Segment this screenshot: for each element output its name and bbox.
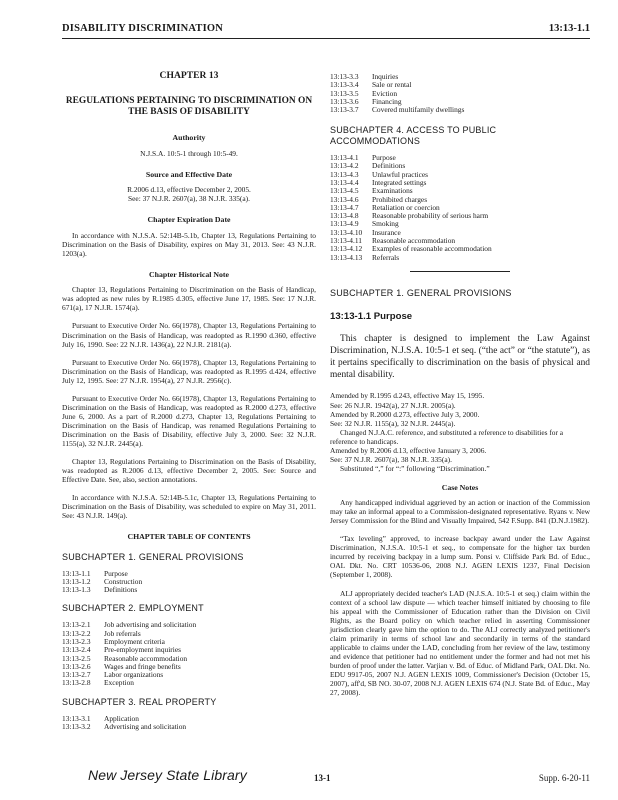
toc-entry-number: 13:13-3.4 [330,80,359,90]
source-line: R.2006 d.13, effective December 2, 2005. [127,185,251,195]
toc-entry-title: Construction [104,576,143,586]
page-footer [62,767,590,787]
toc-entry-number: 13:13-4.8 [330,211,359,221]
toc-entry[interactable] [330,80,590,88]
amendment-line: Changed N.J.A.C. reference, and substituted a reference to disabilities for a reference to handicaps. [330,427,564,446]
toc-entry-title: Definitions [372,161,406,171]
toc-list [62,569,316,594]
toc-entry[interactable] [62,714,316,722]
toc-entry[interactable] [330,186,590,194]
toc-entry[interactable] [330,211,590,219]
toc-entry[interactable] [62,670,316,678]
toc-subchapter-heading: SUBCHAPTER 1. GENERAL PROVISIONS [62,551,244,562]
history-paragraph: Pursuant to Executive Order No. 66(1978), Chapter 13, Regulations Pertaining to Discrimination on the Basis of Handicap, was readopted as R.1990 d.360, effective July 16, 1990. See: 22 N.J.R. 1436(a), 22 N.J.R. 2181(a). [62,321,316,349]
amendment-line: Amended by R.2000 d.273, effective July 3, 2000. [330,409,480,419]
history-paragraph: Chapter 13, Regulations Pertaining to Discrimination on the Basis of Disability, was readopted as R.2006 d.13, effective December 2, 2005. See: Source and Effective Date. See, also, section annotations. [62,456,316,484]
toc-entry[interactable] [330,161,590,169]
case-note: ALJ appropriately decided teacher's LAD (N.J.S.A. 10:5-1 et seq.) claim within the context of a school law dispute — which teacher himself initiated by choosing to file his appeal with the Commissioner of Education rather than the Division on Civil Rights, as the Board policy on which teacher relied in asserting Commissioner jurisdiction clearly gave him the option to do. The ALJ correctly analyzed petitioner's claim primarily in terms of school law and secondarily in terms of the standard applicable to claims under the LAD, concluding from her review of the law, testimony and evidence that petitioner had no entitlement under the former and had not met his burden of proof under the latter. Varjian v. Bd. of Educ. of Midland Park, OAL Dkt. No. EDU 9917-05, 2007 N.J. AGEN LEXIS 1009, Commissioner's Decision (October 15, 2007), aff'd, SB NO. 30-07, 2008 N.J. AGEN LEXIS 674 (N.J. State Bd. of Educ., May 27, 2008). [330,588,590,697]
toc-entry-title: Pre-employment inquiries [104,645,181,655]
toc-entry-title: Reasonable probability of serious harm [372,211,489,221]
toc-entry-number: 13:13-2.4 [62,645,91,655]
subchapter-heading: SUBCHAPTER 1. GENERAL PROVISIONS [330,287,512,298]
toc-entry-number: 13:13-4.7 [330,202,359,212]
toc-entry[interactable] [62,662,316,670]
amendment-line: Amended by R.2006 d.13, effective January 3, 2006. [330,445,487,455]
toc-entry-number: 13:13-4.4 [330,177,359,187]
toc-entry-title: Referrals [372,252,400,262]
toc-entry[interactable] [330,178,590,186]
toc-entry-number: 13:13-1.2 [62,576,91,586]
toc-entry-number: 13:13-4.10 [330,227,363,237]
toc-subchapter-heading: SUBCHAPTER 4. ACCESS TO PUBLIC ACCOMMODATIONS [330,125,497,147]
toc-entry[interactable] [330,97,590,105]
toc-entry-number: 13:13-4.2 [330,161,359,171]
toc-entry-number: 13:13-1.1 [62,568,91,578]
toc-entry-number: 13:13-4.5 [330,186,359,196]
toc-entry-title: Unlawful practices [372,169,429,179]
toc-entry[interactable] [330,89,590,97]
running-header [62,22,590,39]
history-paragraph: Pursuant to Executive Order No. 66(1978), Chapter 13, Regulations Pertaining to Discrimination on the Basis of Handicap, was readopted as R.1995 d.424, effective July 12, 1995. See: 27 N.J.R. 1954(a), 27 N.J.R. 2956(c). [62,357,316,385]
toc-entry[interactable] [62,629,316,637]
toc-entry-title: Insurance [372,227,401,237]
toc-entry-title: Advertising and solicitation [104,722,187,732]
toc-entry-number: 13:13-4.3 [330,169,359,179]
toc-entry[interactable] [330,105,590,113]
toc-entry-number: 13:13-2.5 [62,653,91,663]
amendment-history [330,391,590,472]
toc-entry[interactable] [62,654,316,662]
toc-entry[interactable] [330,170,590,178]
toc-entry-title: Wages and fringe benefits [104,661,181,671]
toc-entry-number: 13:13-4.11 [330,236,362,246]
expiration-text: In accordance with N.J.S.A. 52:14B-5.1b, Chapter 13, Regulations Pertaining to Discrimination on the Basis of Disability, expires on May 31, 2013. See: 43 N.J.R. 1203(a). [62,230,316,258]
toc-entry[interactable] [62,577,316,585]
supplement-date: Supp. 6-20-11 [538,773,590,783]
history-paragraph: In accordance with N.J.S.A. 52:14B-5.1c, Chapter 13, Regulations Pertaining to Discrimination on the Basis of Disability, was scheduled to expire on May 31, 2011. See: 43 N.J.R. 149(a). [62,492,316,521]
toc-entry[interactable] [62,569,316,577]
toc-entry[interactable] [330,253,590,261]
toc-list [62,620,316,686]
source-line: See: 37 N.J.R. 2607(a), 38 N.J.R. 335(a). [128,194,250,204]
toc-entry[interactable] [330,195,590,203]
toc-entry-title: Job advertising and solicitation [104,620,197,630]
toc-subchapter-heading: SUBCHAPTER 2. EMPLOYMENT [62,603,204,614]
header-title: DISABILITY DISCRIMINATION [62,23,224,34]
toc-entry-title: Reasonable accommodation [104,653,188,663]
source-text [62,185,316,203]
history-heading: Chapter Historical Note [149,269,229,279]
chapter-title: REGULATIONS PERTAINING TO DISCRIMINATION ON THE BASIS OF DISABILITY [65,95,313,118]
toc-entry-title: Eviction [372,88,398,98]
toc-heading: CHAPTER TABLE OF CONTENTS [127,532,251,542]
toc-entry[interactable] [62,722,316,730]
history-paragraph: Chapter 13, Regulations Pertaining to Discrimination on the Basis of Handicap, was adopted as new rules by R.1985 d.305, effective June 17, 1985. See: 17 N.J.R. 671(a), 17 N.J.R. 1574(a). [62,285,316,313]
toc-entry[interactable] [330,219,590,227]
toc-entry-title: Sale or rental [372,80,412,90]
toc-entry-number: 13:13-4.1 [330,153,359,163]
toc-entry-number: 13:13-2.6 [62,661,91,671]
case-notes-heading: Case Notes [441,482,479,492]
toc-entry-number: 13:13-3.5 [330,88,359,98]
toc-entry-number: 13:13-4.6 [330,194,359,204]
toc-list [330,153,590,261]
toc-entry-title: Examinations [372,186,413,196]
toc-entry-title: Financing [372,96,402,106]
section-divider [410,271,510,272]
toc-entry-number: 13:13-2.3 [62,636,91,646]
toc-entry[interactable] [330,72,590,80]
toc-entry-number: 13:13-3.2 [62,722,91,732]
toc-entry-number: 13:13-2.7 [62,670,91,680]
amendment-line: See: 37 N.J.R. 2607(a), 38 N.J.R. 335(a). [330,454,452,464]
source-heading: Source and Effective Date [145,169,233,179]
toc-entry-number: 13:13-2.8 [62,678,91,688]
toc-entry-title: Application [104,713,139,723]
toc-entry-number: 13:13-4.9 [330,219,359,229]
toc-entry[interactable] [62,645,316,653]
toc-entry-number: 13:13-1.3 [62,585,91,595]
amendment-line: See: 26 N.J.R. 1942(a), 27 N.J.R. 2005(a). [330,400,456,410]
toc-entry[interactable] [62,637,316,645]
toc-entry-title: Smoking [372,219,399,229]
toc-entry[interactable] [330,244,590,252]
toc-entry-number: 13:13-2.1 [62,620,91,630]
toc-subchapter-heading: SUBCHAPTER 3. REAL PROPERTY [62,696,217,707]
toc-entry-number: 13:13-3.3 [330,72,359,81]
header-section-number: 13:13-1.1 [548,23,590,34]
toc-entry-title: Purpose [372,153,396,163]
section-heading: 13:13-1.1 Purpose [330,310,413,322]
left-column [62,70,316,740]
case-note: “Tax leveling” approved, to increase backpay award under the Law Against Discrimination, N.J.S.A. 10:5-1 et seq., to compensate for the higher tax burden incurred by receiving backpay in a lump sum. Ponsi v. Cliffside Park Bd. of Educ., OAL Dkt. No. CRT 10536-06, 2008 N.J. AGEN LEXIS 1237, Final Decision (September 1, 2008). [330,534,590,580]
toc-entry-title: Purpose [104,568,128,578]
toc-entry-title: Examples of reasonable accommodation [372,244,492,254]
toc-entry-number: 13:13-3.6 [330,96,359,106]
toc-entry-title: Exception [104,678,134,688]
library-logo: New Jersey State Library [88,767,247,783]
toc-entry-title: Reasonable accommodation [372,236,456,246]
section-body: This chapter is designed to implement the Law Against Discrimination, N.J.S.A. 10:5-1 et seq. (“the act” or “the statute”), as it pertains specifically to discrimination on the basis of physical and mental disability. [330,333,590,381]
toc-entry-number: 13:13-3.1 [62,713,91,723]
toc-entry-title: Inquiries [372,72,399,81]
toc-entry-title: Prohibited charges [372,194,428,204]
amendment-line: Substituted “,” for “:” following “Discrimination.” [340,463,490,473]
toc-entry-number: 13:13-2.2 [62,628,91,638]
case-note: Any handicapped individual aggrieved by an action or inaction of the Commission may take an informal appeal to a Commission-designated representative. Ryans v. New Jersey Commission for the Blind and Visually Impaired, 542 F.Supp. 841 (D.N.J.1982). [330,498,590,526]
toc-entry[interactable] [62,678,316,686]
expiration-heading: Chapter Expiration Date [147,215,231,225]
toc-list [62,714,316,731]
right-column [330,72,590,706]
toc-entry-number: 13:13-4.13 [330,252,363,262]
authority-text: N.J.S.A. 10:5-1 through 10:5-49. [140,148,238,158]
toc-entry[interactable] [330,203,590,211]
toc-entry-title: Definitions [104,585,138,595]
toc-list [330,72,590,113]
toc-entry[interactable] [62,585,316,593]
history-paragraph: Pursuant to Executive Order No. 66(1978), Chapter 13, Regulations Pertaining to Discrimination on the Basis of Handicap, was readopted as R.2000 d.273, effective June 6, 2000. As a part of R.2000 d.273, Chapter 13, Regulations Pertaining to Discrimination on the Basis of Handicap, was renamed Regulations Pertaining to Discrimination on the Basis of Disability, effective July 3, 2000. See: 32 N.J.R. 1155(a), 32 N.J.R. 2445(a). [62,393,316,448]
amendment-line: Amended by R.1995 d.243, effective May 15, 1995. [330,391,485,401]
toc-entry[interactable] [330,236,590,244]
toc-entry[interactable] [330,228,590,236]
amendment-line: See: 32 N.J.R. 1155(a), 32 N.J.R. 2445(a). [330,418,456,428]
page-number: 13-1 [314,773,331,783]
toc-entry-title: Job referrals [104,628,141,638]
authority-heading: Authority [172,133,206,143]
chapter-number: CHAPTER 13 [159,70,219,81]
toc-entry-title: Integrated settings [372,177,427,187]
toc-entry-title: Covered multifamily dwellings [372,105,465,115]
toc-entry-number: 13:13-3.7 [330,105,359,115]
toc-entry[interactable] [62,620,316,628]
toc-entry-title: Employment criteria [104,636,165,646]
toc-entry-title: Retaliation or coercion [372,202,440,212]
toc-entry[interactable] [330,153,590,161]
toc-entry-title: Labor organizations [104,670,164,680]
toc-entry-number: 13:13-4.12 [330,244,363,254]
